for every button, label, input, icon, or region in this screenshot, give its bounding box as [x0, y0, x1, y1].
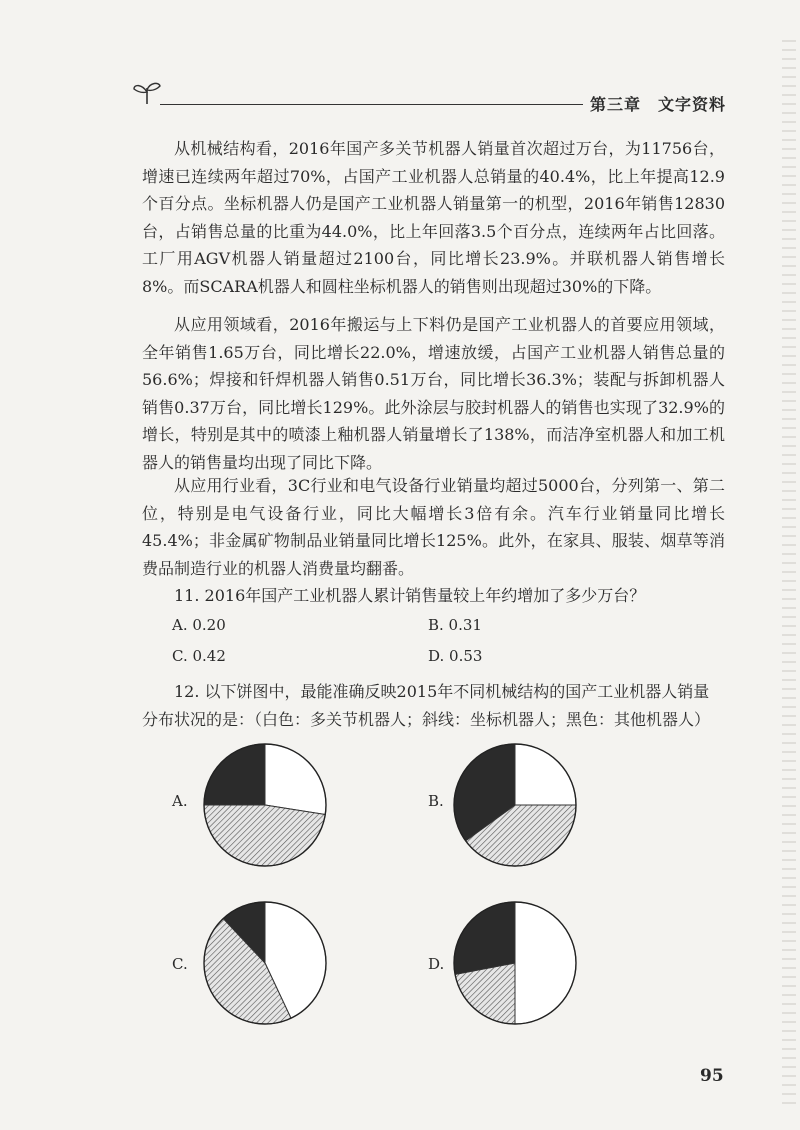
pie-chart-b [450, 740, 580, 870]
q11-option-b: B. 0.31 [428, 616, 482, 634]
leaf-icon [132, 80, 162, 106]
header-rule [160, 104, 583, 105]
pie-a-slice-hatched [204, 805, 325, 866]
page-edge-texture [782, 40, 796, 1110]
pie-chart-a [200, 740, 330, 870]
pie-chart-c [200, 898, 330, 1028]
paragraph-application-industry: 从应用行业看，3C行业和电气设备行业销量均超过5000台，分列第一、第二位，特别是电气设备行业，同比大幅增长3倍有余。汽车行业销量同比增长45.4%；非金属矿物制品业销量同比增长125%。此外，在家具、服装、烟草等消费品制造行业的机器人消费量均翻番。 [142, 476, 725, 578]
pie-d-slice-white [515, 902, 576, 1024]
pie-b-slice-white [515, 744, 576, 805]
pie-chart-d [450, 898, 580, 1028]
paragraph-application-field: 从应用领域看，2016年搬运与上下料仍是国产工业机器人的首要应用领域，全年销售1.65万台，同比增长22.0%，增速放缓，占国产工业机器人销售总量的56.6%；焊接和钎焊机器人销售0.51万台，同比增长36.3%；装配与拆卸机器人销售0.37万台，同比增长129%。此外涂层与胶封机器人的销售也实现了32.9%的增长，特别是其中的喷漆上釉机器人销量增长了138%，而洁净室机器人和加工机器人的销售量均出现了同比下降。 [142, 315, 725, 472]
pie-d-label: D. [428, 955, 445, 973]
paragraph-mechanical-structure: 从机械结构看，2016年国产多关节机器人销量首次超过万台，为11756台，增速已连续两年超过70%，占国产工业机器人总销量的40.4%，比上年提高12.9个百分点。坐标机器人仍是国产工业机器人销量第一的机型，2016年销售12830台，占销售总量的比重为44.0%，比上年回落3.5个百分点，连续两年占比回落。工厂用AGV机器人销量超过2100台，同比增长23.9%。并联机器人销售增长8%。而SCARA机器人和圆柱坐标机器人的销售则出现超过30%的下降。 [142, 139, 725, 296]
q11-option-a: A. 0.20 [172, 616, 226, 634]
pie-d-slice-black [454, 902, 515, 974]
q11-option-d: D. 0.53 [428, 647, 483, 665]
question-12: 12. 以下饼图中，最能准确反映2015年不同机械结构的国产工业机器人销量分布状况的是：（白色：多关节机器人；斜线：坐标机器人；黑色：其他机器人） [142, 682, 711, 729]
chapter-title: 第三章 文字资料 [590, 95, 727, 114]
pie-a-slice-black [204, 744, 265, 805]
pie-b-label: B. [428, 792, 444, 810]
page-number: 95 [700, 1066, 724, 1086]
q11-option-c: C. 0.42 [172, 647, 226, 665]
pie-a-label: A. [172, 792, 188, 810]
pie-c-label: C. [172, 955, 188, 973]
pie-a-slice-white [265, 744, 326, 815]
question-11: 11. 2016年国产工业机器人累计销售量较上年约增加了多少万台？ [174, 586, 646, 605]
